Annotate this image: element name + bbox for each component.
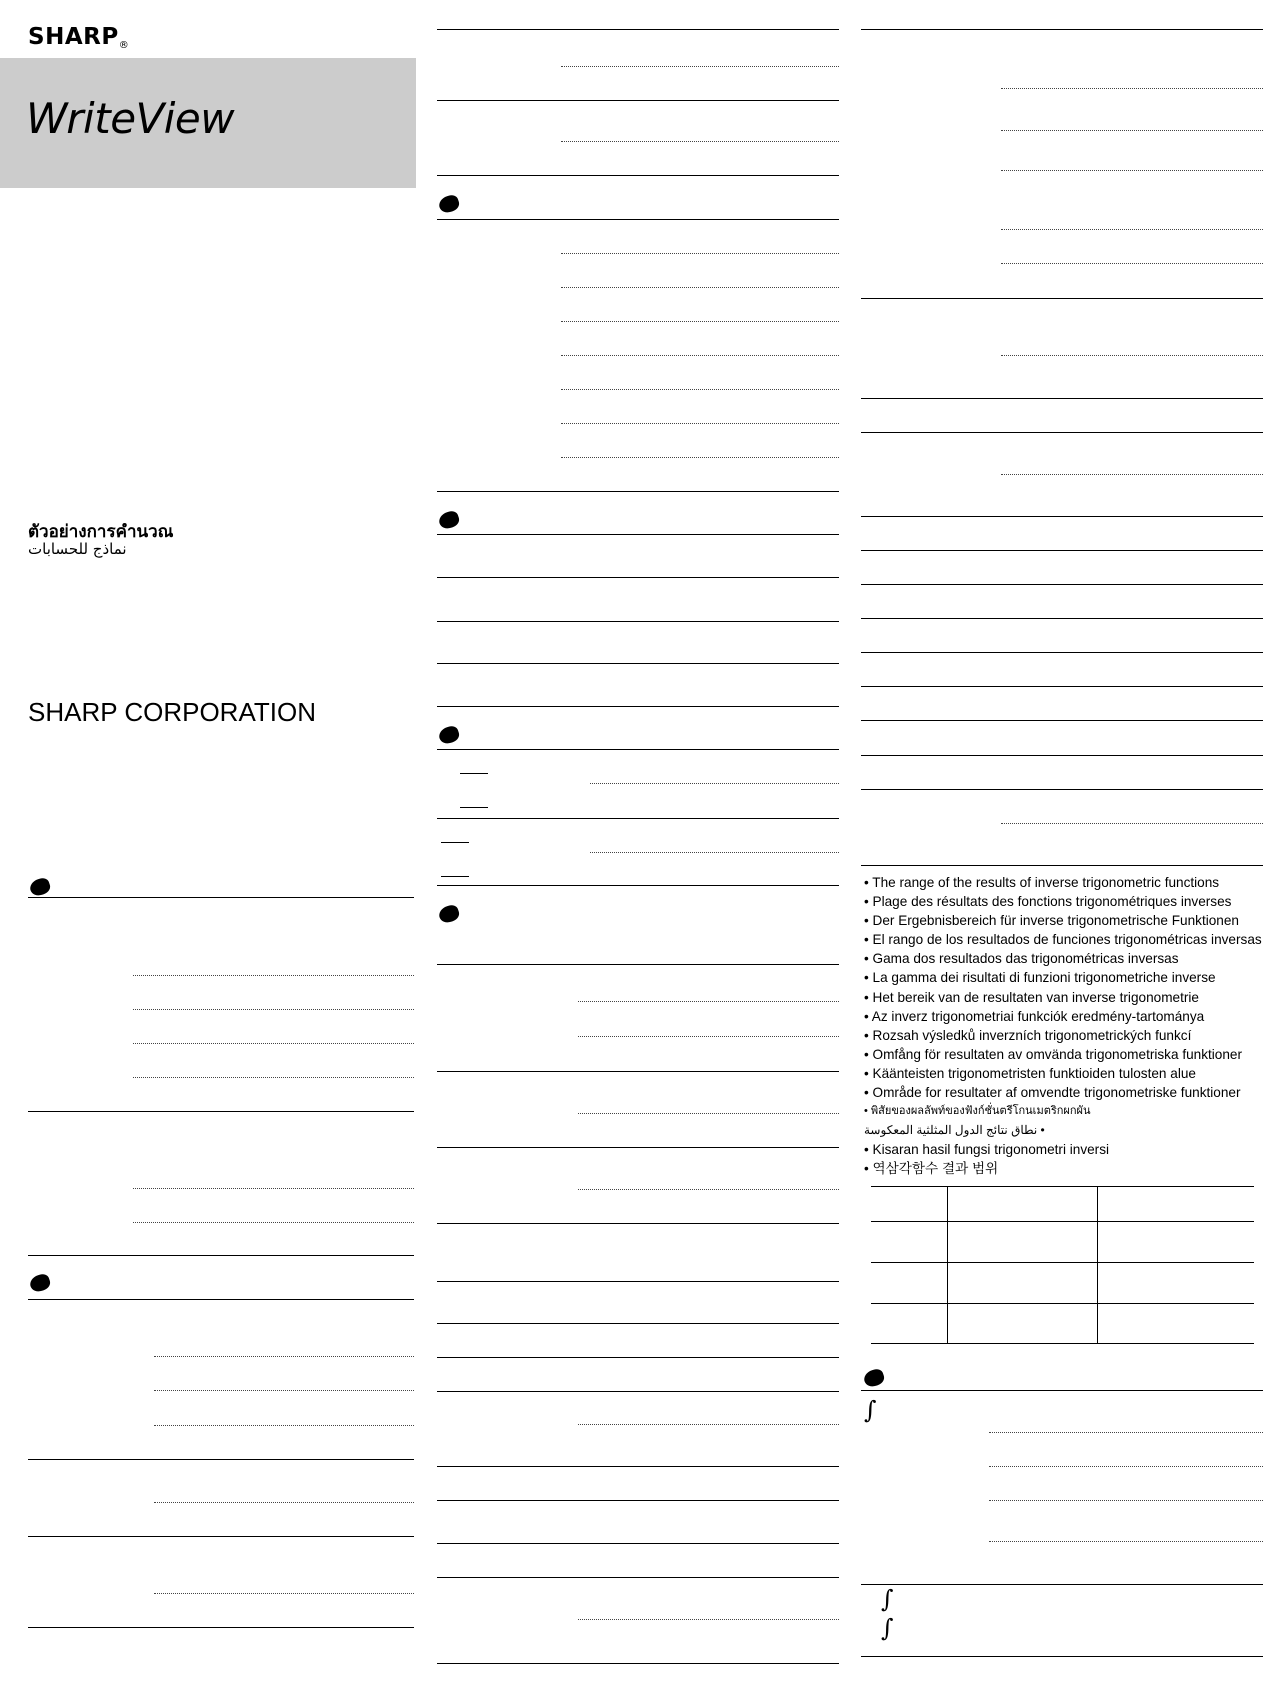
row-rule [437, 175, 839, 176]
dotted-line [561, 355, 839, 356]
row-rule [437, 1281, 839, 1282]
dotted-line [590, 852, 839, 853]
range-item-sv: • Omfång för resultaten av omvända trigonometriska funktioner [864, 1046, 1243, 1062]
row-rule [861, 550, 1263, 551]
section-bullet-icon [437, 509, 461, 530]
row-rule [437, 1543, 839, 1544]
range-item-fi: • Käänteisten trigonometristen funktioiden tulosten alue [864, 1065, 1196, 1081]
dotted-line [989, 1500, 1263, 1501]
integral-icon: ∫ [881, 1614, 894, 1642]
section-rule [437, 534, 839, 535]
row-rule [437, 663, 839, 664]
range-item-es: • El rango de los resultados de funciones trigonométricas inversas [864, 932, 1262, 948]
row-rule [861, 720, 1263, 721]
table-rule [871, 1343, 1254, 1344]
dotted-line [154, 1502, 414, 1503]
row-rule [861, 618, 1263, 619]
row-rule [861, 29, 1263, 30]
dotted-line [154, 1593, 414, 1594]
row-rule [861, 432, 1263, 433]
row-rule [861, 1584, 1263, 1585]
row-rule [437, 1663, 839, 1664]
range-item-hu: • Az inverz trigonometriai funkciók eredmény-tartománya [864, 1008, 1205, 1024]
dotted-line [133, 1009, 414, 1010]
dotted-line [133, 1043, 414, 1044]
range-item-ko: • 역삼각함수 결과 범위 [864, 1161, 999, 1177]
row-rule [28, 1536, 414, 1537]
row-rule [28, 1255, 414, 1256]
dotted-line [1001, 88, 1263, 89]
section-bullet-icon [437, 193, 461, 214]
dotted-line [154, 1425, 414, 1426]
dotted-line [590, 783, 839, 784]
section-rule [28, 897, 414, 898]
range-item-en: • The range of the results of inverse trigonometric functions [864, 875, 1220, 890]
row-rule [437, 1147, 839, 1148]
row-rule [437, 491, 839, 492]
integral-icon: ∫ [881, 1585, 894, 1613]
dotted-line [989, 1466, 1263, 1467]
dotted-line [133, 1077, 414, 1078]
dotted-line [561, 141, 839, 142]
row-rule [861, 652, 1263, 653]
row-rule [861, 298, 1263, 299]
sharp-logo [28, 24, 129, 50]
dotted-line [578, 1619, 839, 1620]
section-bullet-icon [862, 1367, 886, 1388]
fraction-bar [441, 842, 469, 843]
row-rule [28, 1627, 414, 1628]
row-rule [437, 1466, 839, 1467]
row-rule [437, 1071, 839, 1072]
range-item-id: • Kisaran hasil fungsi trigonometri inversi [864, 1142, 1110, 1158]
fraction-bar [460, 807, 488, 808]
row-rule [437, 29, 839, 30]
dotted-line [561, 66, 839, 67]
table-rule [871, 1186, 1254, 1187]
row-rule [437, 1223, 839, 1224]
dotted-line [1001, 130, 1263, 131]
table-rule [871, 1221, 1254, 1222]
row-rule [861, 789, 1263, 790]
table-column-divider [947, 1186, 948, 1343]
calc-examples-arabic: نماذج للحسابات [28, 540, 127, 558]
dotted-line [578, 1001, 839, 1002]
dotted-line [1001, 170, 1263, 171]
dotted-line [133, 975, 414, 976]
dotted-line [561, 389, 839, 390]
row-rule [861, 398, 1263, 399]
dotted-line [133, 1188, 414, 1189]
fraction-bar [441, 876, 469, 877]
range-item-pt: • Gama dos resultados das trigonométricas inversas [864, 951, 1179, 967]
dotted-line [133, 1222, 414, 1223]
dotted-line [578, 1189, 839, 1190]
range-item-nl: • Het bereik van de resultaten van inverse trigonometrie [864, 989, 1199, 1005]
dotted-line [561, 423, 839, 424]
section-rule [437, 219, 839, 220]
title-band [0, 58, 416, 188]
row-rule [437, 577, 839, 578]
section-rule [437, 964, 839, 965]
row-rule [437, 621, 839, 622]
dotted-line [1001, 355, 1263, 356]
range-item-it: • La gamma dei risultati di funzioni trigonometriche inverse [864, 970, 1216, 986]
dotted-line [1001, 229, 1263, 230]
row-rule [861, 686, 1263, 687]
range-item-fr: • Plage des résultats des fonctions trigonométriques inverses [864, 894, 1232, 910]
section-bullet-icon [437, 903, 461, 924]
section-bullet-icon [28, 1272, 52, 1293]
range-item-cs: • Rozsah výsledků inverzních trigonometrických funkcí [864, 1027, 1192, 1043]
brand-name: SHARP [28, 24, 119, 50]
range-item-ar: • نطاق نتائج الدول المثلثية المعكوسة [864, 1123, 1045, 1138]
row-rule [28, 1111, 414, 1112]
row-rule [437, 1323, 839, 1324]
dotted-line [561, 457, 839, 458]
dotted-line [561, 253, 839, 254]
section-rule [861, 1390, 1263, 1391]
row-rule [437, 1391, 839, 1392]
range-item-th: • พิสัยของผลลัพท์ของฟังก์ชั่นตรีโกนเมตริกผกผัน [864, 1105, 1091, 1118]
section-bullet-icon [437, 724, 461, 745]
dotted-line [154, 1390, 414, 1391]
dotted-line [1001, 823, 1263, 824]
dotted-line [578, 1036, 839, 1037]
dotted-line [561, 287, 839, 288]
section-rule [28, 1299, 414, 1300]
row-rule [861, 584, 1263, 585]
range-item-da: • Område for resultater af omvendte trigonometriske funktioner [864, 1085, 1241, 1101]
row-rule [861, 755, 1263, 756]
row-rule [437, 706, 839, 707]
inverse-trig-range-list [864, 873, 1274, 1179]
dotted-line [1001, 474, 1263, 475]
registered-mark: ® [118, 40, 130, 51]
table-column-divider [1097, 1186, 1098, 1343]
dotted-line [578, 1113, 839, 1114]
dotted-line [154, 1356, 414, 1357]
row-rule [861, 516, 1263, 517]
section-bullet-icon [28, 876, 52, 897]
dotted-line [1001, 263, 1263, 264]
row-rule [437, 818, 839, 819]
section-rule [861, 865, 1263, 866]
calc-examples-thai: ตัวอย่างการคำนวณ [28, 522, 174, 542]
table-rule [871, 1262, 1254, 1263]
range-item-de: • Der Ergebnisbereich für inverse trigonometrische Funktionen [864, 913, 1239, 929]
dotted-line [989, 1541, 1263, 1542]
corporation-name: SHARP CORPORATION [28, 697, 316, 727]
row-rule [861, 1656, 1263, 1657]
row-rule [437, 1500, 839, 1501]
dotted-line [561, 321, 839, 322]
product-title: WriteView [26, 94, 235, 143]
fraction-bar [460, 773, 488, 774]
row-rule [28, 1459, 414, 1460]
row-rule [437, 100, 839, 101]
row-rule [437, 885, 839, 886]
row-rule [437, 1357, 839, 1358]
table-rule [871, 1303, 1254, 1304]
integral-icon: ∫ [864, 1396, 877, 1424]
section-rule [437, 749, 839, 750]
dotted-line [989, 1432, 1263, 1433]
row-rule [437, 1577, 839, 1578]
dotted-line [578, 1424, 839, 1425]
